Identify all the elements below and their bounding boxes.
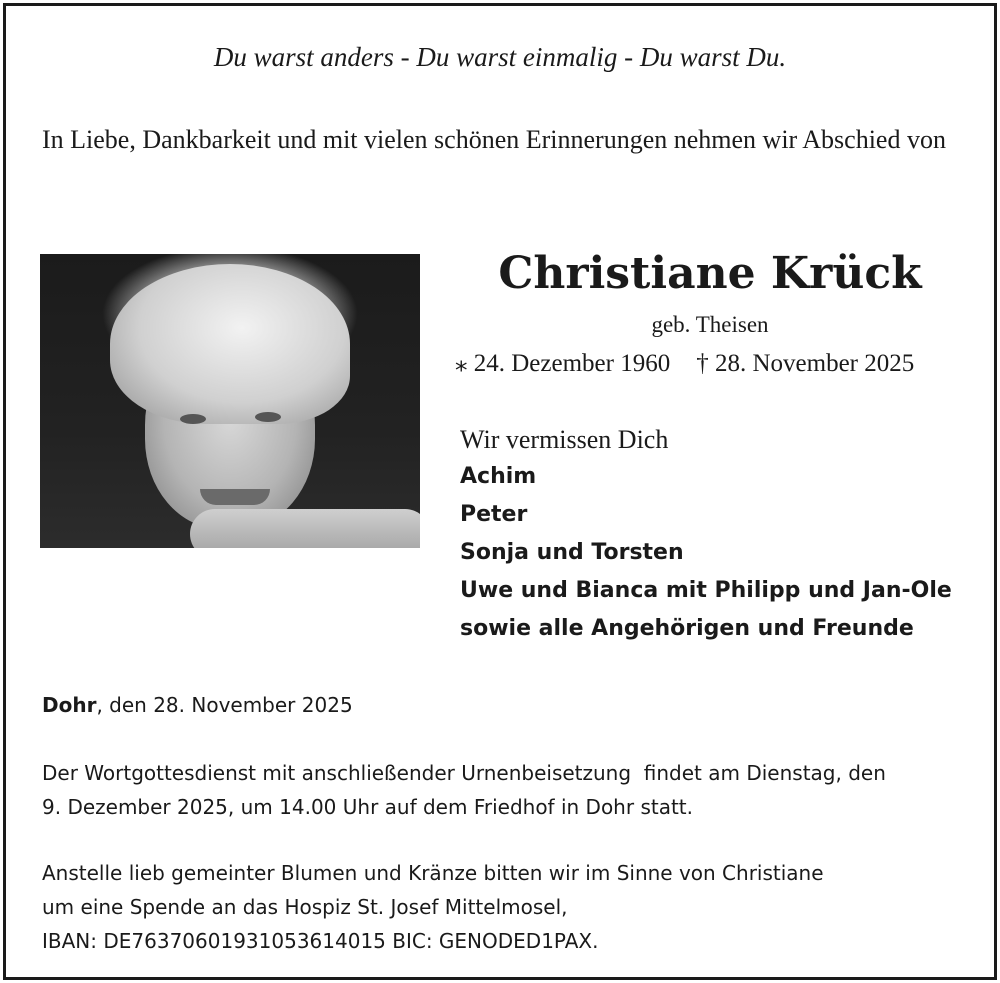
portrait-hair	[110, 264, 350, 424]
place-town: Dohr	[42, 693, 97, 717]
family-member: sowie alle Angehörigen und Freunde	[460, 616, 914, 641]
birth-date: ⁎ 24. Dezember 1960	[455, 350, 671, 377]
family-member: Achim	[460, 464, 537, 489]
portrait-mouth	[200, 489, 270, 505]
service-line: Der Wortgottesdienst mit anschließender Urnenbeisetzung findet am Dienstag, den	[42, 761, 886, 785]
donation-line: um eine Spende an das Hospiz St. Josef Mittelmosel,	[42, 895, 568, 919]
family-member: Peter	[460, 502, 528, 527]
life-dates	[455, 348, 975, 378]
service-line: 9. Dezember 2025, um 14.00 Uhr auf dem Friedhof in Dohr statt.	[42, 795, 693, 819]
intro-text: In Liebe, Dankbarkeit und mit vielen schönen Erinnerungen nehmen wir Abschied von	[42, 125, 946, 154]
motto: Du warst anders - Du warst einmalig - Du warst Du.	[213, 42, 787, 72]
portrait-arm	[190, 509, 420, 548]
donation-line: Anstelle lieb gemeinter Blumen und Kränze bitten wir im Sinne von Christiane	[42, 861, 824, 885]
portrait-eye-left	[180, 414, 206, 424]
family-member: Uwe und Bianca mit Philipp und Jan-Ole	[460, 578, 952, 603]
family-lead: Wir vermissen Dich	[460, 425, 669, 454]
place-date-text: , den 28. November 2025	[96, 693, 353, 717]
service-info	[42, 756, 962, 824]
family-list	[460, 422, 980, 648]
donation-line: IBAN: DE76370601931053614015 BIC: GENODED1PAX.	[42, 929, 599, 953]
death-date: † 28. November 2025	[696, 350, 915, 377]
place-date	[42, 688, 962, 722]
portrait-eye-right	[255, 412, 281, 422]
donation-info	[42, 856, 962, 958]
family-member: Sonja und Torsten	[460, 540, 684, 565]
deceased-name: Christiane Krück	[498, 248, 922, 299]
born-name: geb. Theisen	[651, 312, 769, 337]
portrait-photo	[40, 254, 420, 548]
